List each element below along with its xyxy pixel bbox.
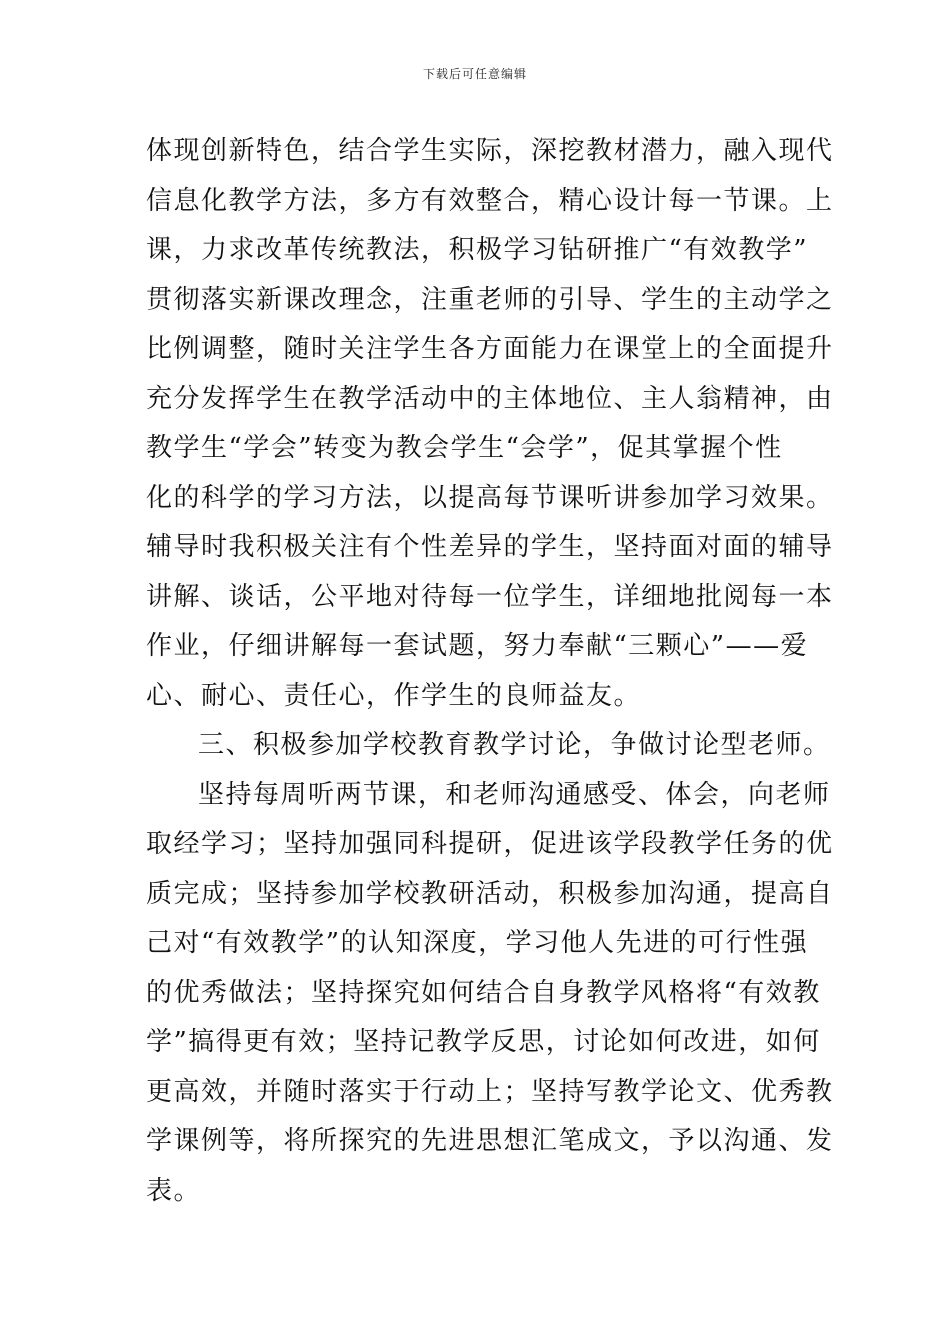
text-line: 更高效，并随时落实于行动上；坚持写教学论文、优秀教 <box>146 1076 834 1107</box>
text-line: 信息化教学方法，多方有效整合，精心设计每一节课。上 <box>146 185 834 216</box>
text-line: 讲解、谈话，公平地对待每一位学生，详细地批阅每一本 <box>146 581 834 612</box>
text-line: 充分发挥学生在教学活动中的主体地位、主人翁精神，由 <box>146 383 834 414</box>
text-line: 学”搞得更有效；坚持记教学反思，讨论如何改进，如何 <box>146 1027 821 1057</box>
page-header-note: 下载后可任意编辑 <box>422 67 527 81</box>
text-line: 贯彻落实新课改理念，注重老师的引导、学生的主动学之 <box>146 284 834 315</box>
text-line: 课，力求改革传统教法，积极学习钻研推广“有效教学” <box>146 235 809 265</box>
text-line: 质完成；坚持参加学校教研活动，积极参加沟通，提高自 <box>146 878 834 909</box>
text-line: 比例调整，随时关注学生各方面能力在课堂上的全面提升 <box>146 334 834 364</box>
body-text <box>146 127 834 1216</box>
text-line: 作业，仔细讲解每一套试题，努力奉献“三颗心”——爱 <box>146 631 809 661</box>
text-line: 化的科学的学习方法，以提高每节课听讲参加学习效果。 <box>146 482 834 513</box>
text-line: 表。 <box>146 1175 202 1206</box>
section-heading: 三、积极参加学校教育教学讨论，争做讨论型老师。 <box>198 730 831 760</box>
text-line: 体现创新特色，结合学生实际，深挖教材潜力，融入现代 <box>146 136 834 166</box>
text-line: 取经学习；坚持加强同科提研，促进该学段教学任务的优 <box>146 829 834 859</box>
text-line: 的优秀做法；坚持探究如何结合自身教学风格将“有效教 <box>146 977 821 1008</box>
text-line: 教学生“学会”转变为教会学生“会学”，促其掌握个性 <box>146 433 783 463</box>
text-line: 坚持每周听两节课，和老师沟通感受、体会，向老师 <box>198 779 831 810</box>
text-line: 心、耐心、责任心，作学生的良师益友。 <box>146 680 642 711</box>
text-line: 辅导时我积极关注有个性差异的学生，坚持面对面的辅导 <box>146 532 834 562</box>
text-line: 学课例等，将所探究的先进思想汇笔成文，予以沟通、发 <box>146 1126 834 1156</box>
text-line: 己对“有效教学”的认知深度，学习他人先进的可行性强 <box>146 928 809 958</box>
